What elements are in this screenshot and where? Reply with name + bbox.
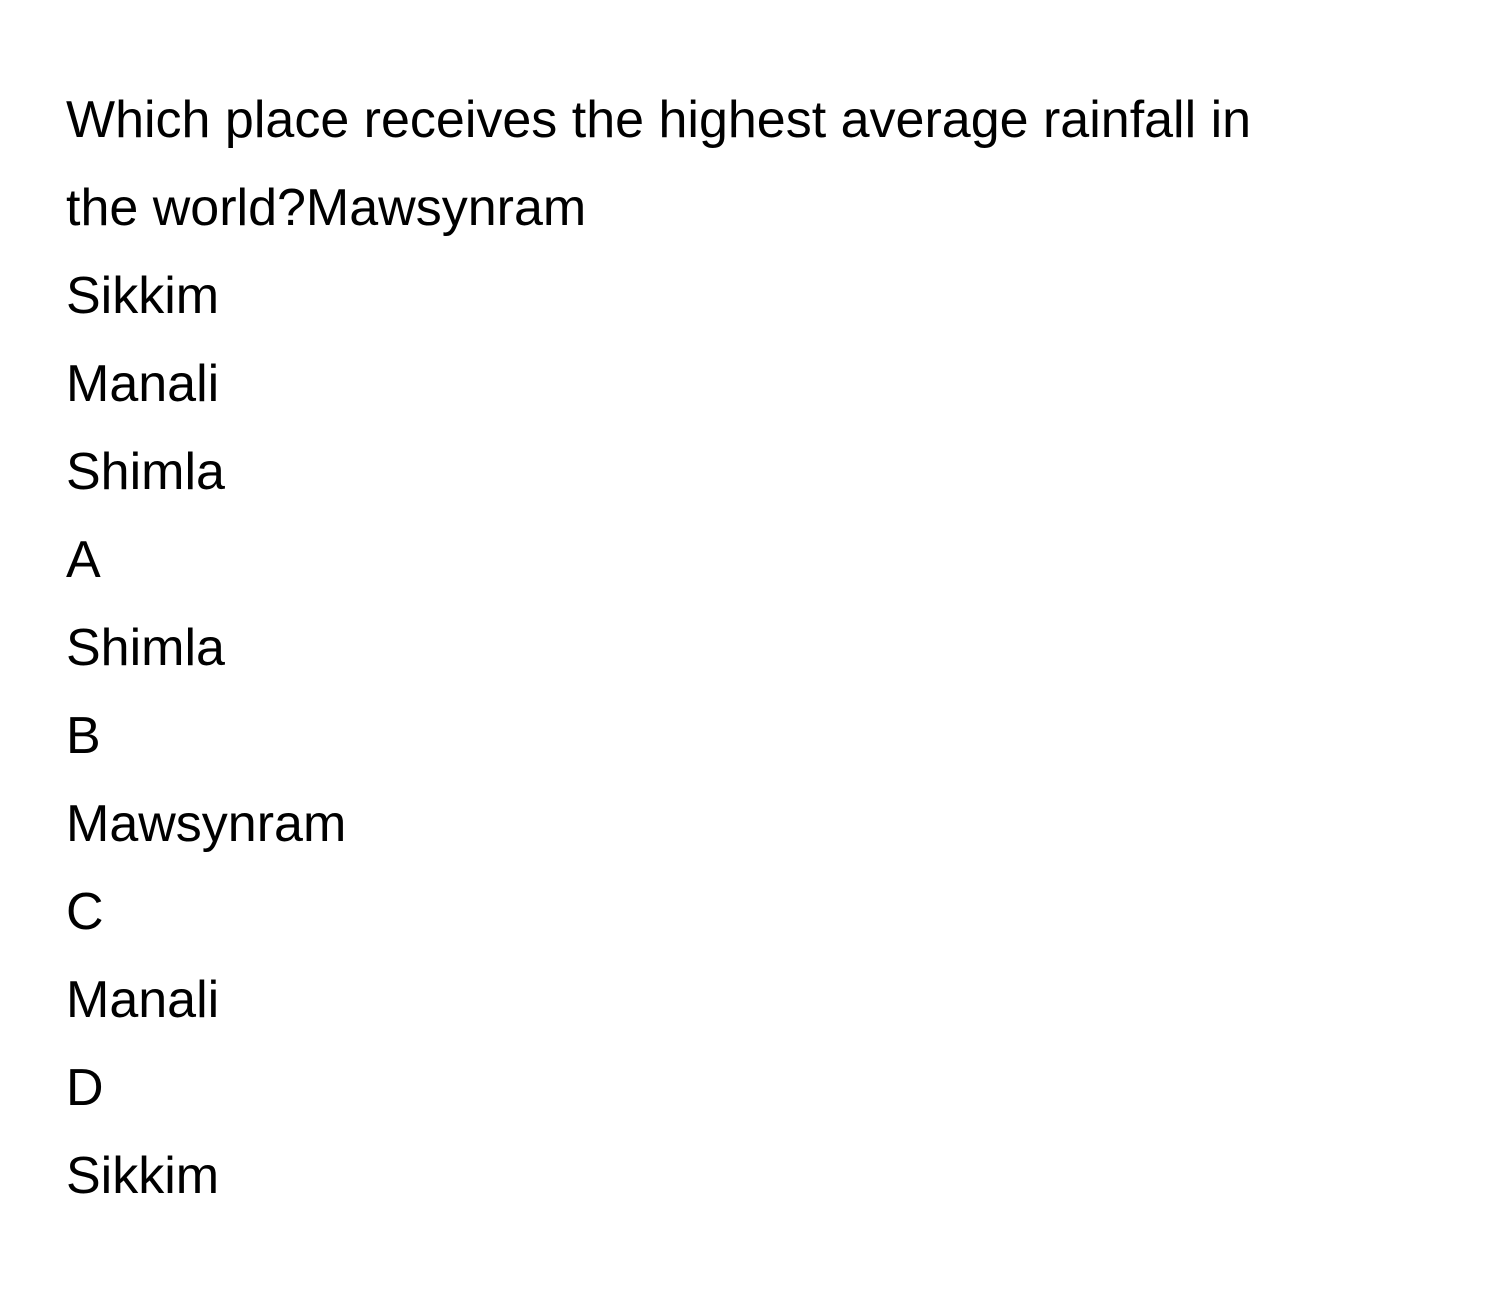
question-card <box>66 76 1436 1220</box>
option-b-text[interactable]: Mawsynram <box>66 795 347 853</box>
list-item: Manali <box>66 355 220 413</box>
option-a-letter[interactable]: A <box>66 531 101 589</box>
option-d-letter[interactable]: D <box>66 1059 104 1117</box>
question-text-line-1: Which place receives the highest average rainfall in <box>66 91 1252 149</box>
option-a-text[interactable]: Shimla <box>66 619 225 677</box>
question-text-line-2: the world?Mawsynram <box>66 179 587 237</box>
option-c-letter[interactable]: C <box>66 883 104 941</box>
list-item: Shimla <box>66 443 225 501</box>
list-item: Sikkim <box>66 267 220 325</box>
option-b-letter[interactable]: B <box>66 707 101 765</box>
option-c-text[interactable]: Manali <box>66 971 220 1029</box>
option-d-text[interactable]: Sikkim <box>66 1147 220 1205</box>
